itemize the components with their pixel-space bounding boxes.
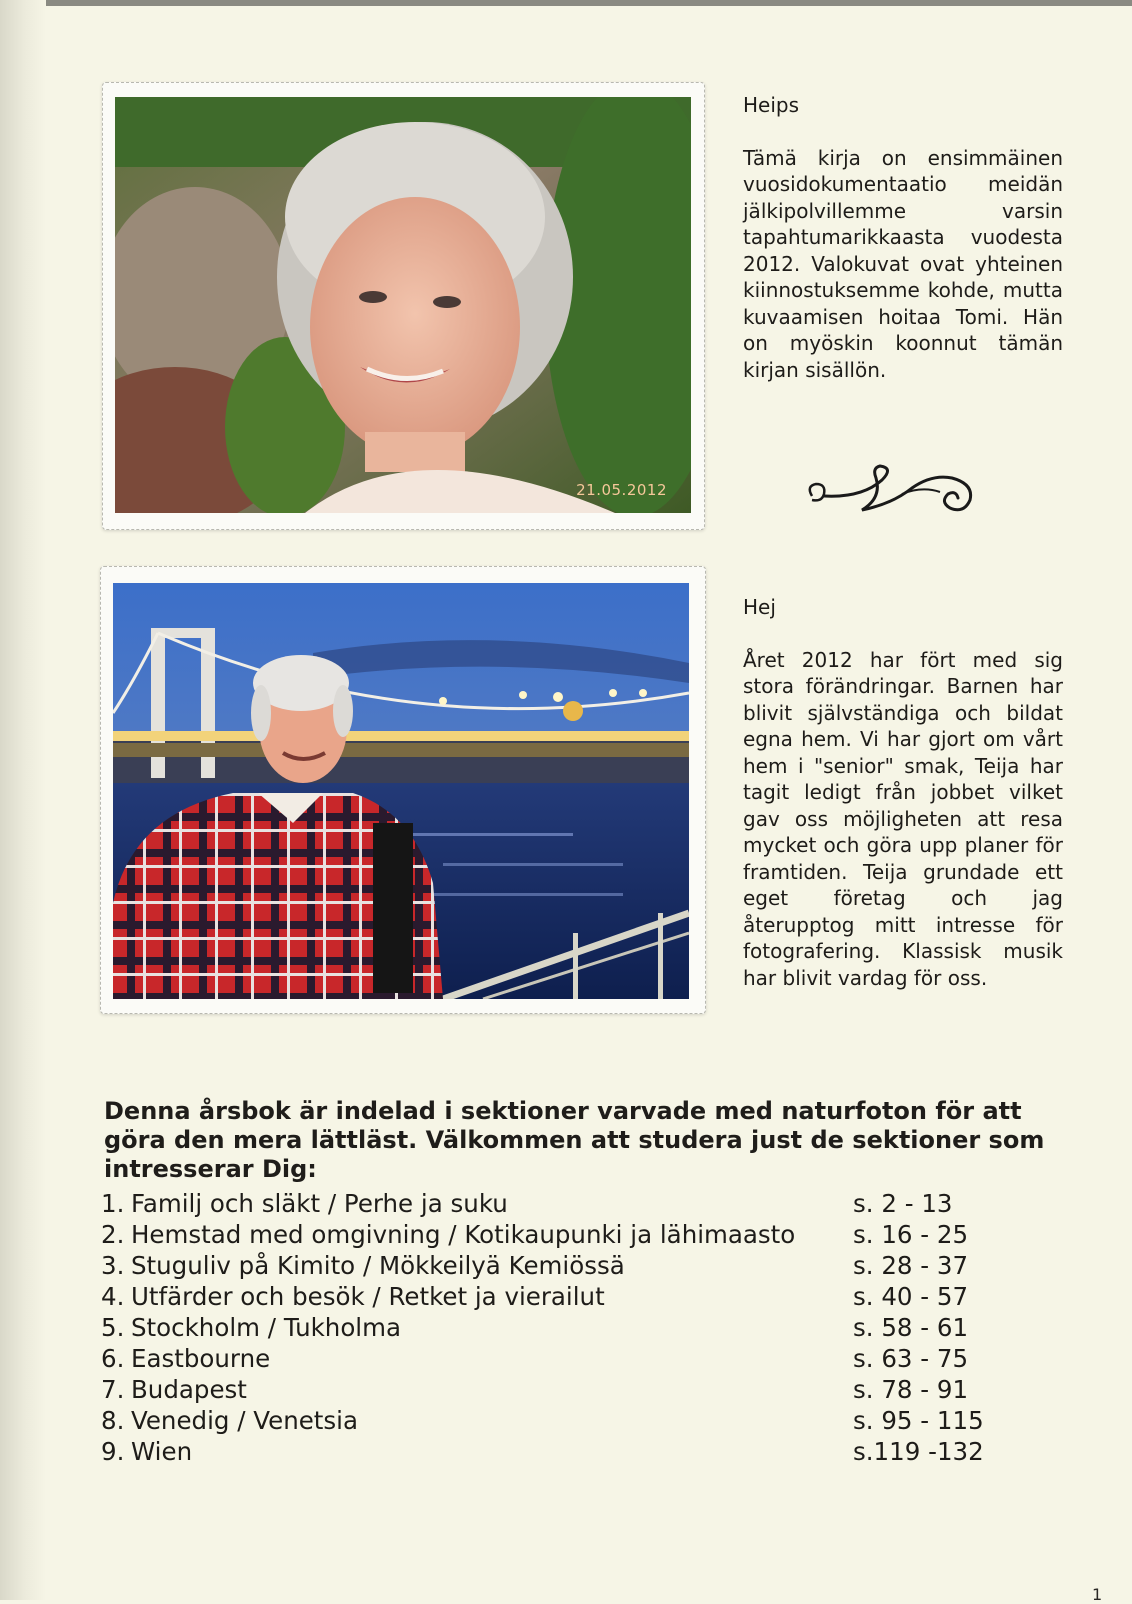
toc-pages: s. 40 - 57 <box>853 1282 969 1311</box>
toc-item <box>101 1281 1001 1312</box>
toc-title: Stockholm / Tukholma <box>131 1313 401 1342</box>
toc-pages: s. 2 - 13 <box>853 1189 953 1218</box>
toc-title: Budapest <box>131 1375 247 1404</box>
swedish-body: Året 2012 har fört med sig stora förändringar. Barnen har blivit självständiga och bildat egna hem. Vi har gjort om vårt hem i "senior" smak, Teija har tagit ledigt från jobbet vilket gav oss möjligheten att resa mycket och göra upp planer för framtiden. Teija grundade ett eget företag och jag återupptog mitt intresse för fotografering. Klassisk musik har blivit vardag för oss. <box>743 647 1063 990</box>
toc-pages: s.119 -132 <box>853 1437 984 1466</box>
book-binding-shadow <box>0 0 46 1600</box>
toc-title: Stuguliv på Kimito / Mökkeilyä Kemiössä <box>131 1251 625 1280</box>
swedish-note <box>743 594 1063 991</box>
toc-pages: s. 16 - 25 <box>853 1220 969 1249</box>
page-top-edge <box>0 0 1132 6</box>
toc-number: 4. <box>101 1282 125 1311</box>
toc-item <box>101 1343 1001 1374</box>
toc-number: 5. <box>101 1313 125 1342</box>
toc-pages: s. 63 - 75 <box>853 1344 969 1373</box>
photo-frame-woman <box>102 82 705 530</box>
photo-frame-man <box>100 566 706 1014</box>
toc-pages: s. 28 - 37 <box>853 1251 969 1280</box>
toc-number: 2. <box>101 1220 125 1249</box>
finnish-greeting: Heips <box>743 93 800 117</box>
toc-pages: s. 78 - 91 <box>853 1375 969 1404</box>
toc-number: 8. <box>101 1406 125 1435</box>
toc-title: Eastbourne <box>131 1344 271 1373</box>
toc-pages: s. 95 - 115 <box>853 1406 984 1435</box>
toc-title: Hemstad med omgivning / Kotikaupunki ja lähimaasto <box>131 1220 796 1249</box>
toc-item <box>101 1436 1001 1467</box>
finnish-note <box>743 92 1063 383</box>
toc-item <box>101 1219 1001 1250</box>
photo-man-bridge <box>113 583 689 999</box>
toc-intro: Denna årsbok är indelad i sektioner varvade med naturfoton för att göra den mera lättläst. Välkommen att studera just de sektioner som intresserar Dig: <box>104 1097 1045 1183</box>
table-of-contents <box>101 1188 1001 1467</box>
page-number: 1 <box>1092 1585 1103 1604</box>
toc-number: 7. <box>101 1375 125 1404</box>
finnish-body: Tämä kirja on ensimmäinen vuosidokumentaatio meidän jälkipolvillemme varsin tapahtumarikkaasta vuodesta 2012. Valokuvat ovat yhteinen kiinnostuksemme kohde, mutta kuvaamisen hoitaa Tomi. Hän on myöskin koonnut tämän kirjan sisällön. <box>743 145 1063 382</box>
toc-pages: s. 58 - 61 <box>853 1313 969 1342</box>
toc-number: 9. <box>101 1437 125 1466</box>
decorative-flourish-icon <box>802 458 982 518</box>
toc-title: Familj och släkt / Perhe ja suku <box>131 1189 508 1218</box>
toc-number: 6. <box>101 1344 125 1373</box>
toc-item <box>101 1250 1001 1281</box>
toc-title: Venedig / Venetsia <box>131 1406 358 1435</box>
toc-title: Utfärder och besök / Retket ja vierailut <box>131 1282 605 1311</box>
photo-woman-portrait <box>115 97 691 513</box>
swedish-greeting: Hej <box>743 595 776 619</box>
toc-number: 1. <box>101 1189 125 1218</box>
toc-item <box>101 1405 1001 1436</box>
photo-date-stamp: 21.05.2012 <box>576 481 667 499</box>
toc-number: 3. <box>101 1251 125 1280</box>
toc-item <box>101 1374 1001 1405</box>
toc-item <box>101 1312 1001 1343</box>
toc-title: Wien <box>131 1437 193 1466</box>
toc-item <box>101 1188 1001 1219</box>
